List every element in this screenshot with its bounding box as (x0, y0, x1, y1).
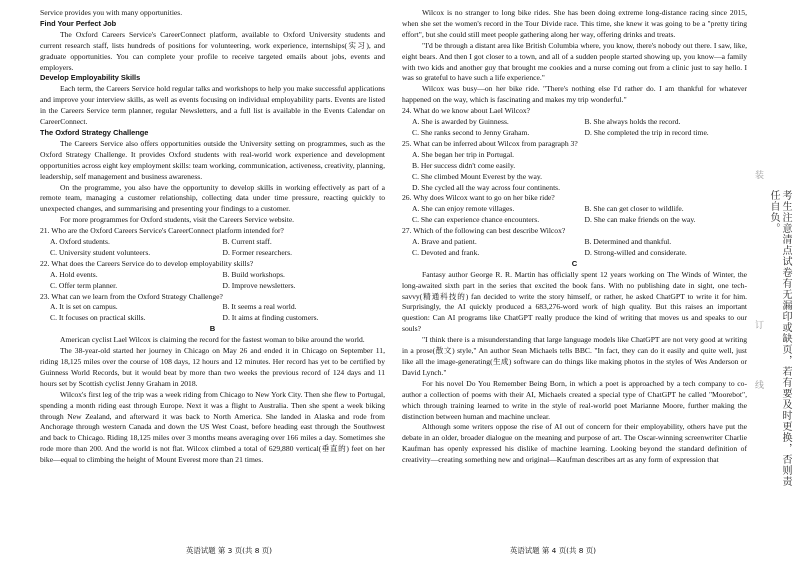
option: B. Current staff. (222, 237, 272, 247)
page-footer-left: 英语试题 第 3 页(共 8 页) (186, 546, 273, 555)
option: C. She climbed Mount Everest by the way. (412, 171, 543, 181)
question-26: 26. Why does Wilcox want to go on her bike ride? (402, 193, 555, 203)
option: D. She can make friends on the way. (584, 215, 696, 225)
paragraph: For his novel Do You Remember Being Born, in which a poet is approached by a tech company to co-author a collection of poems with their AI, Michaels created a special type of ChatGPT he called "Moorebot", which through training learned to write in the style of real-world poet Marianne Moore, further making the distinction between human and machine unclear. (402, 378, 747, 421)
options-row (40, 237, 385, 248)
left-column (40, 8, 385, 466)
option: A. Hold events. (50, 269, 98, 279)
paragraph: "I think there is a misunderstanding that large language models like ChatGPT are not very good at writing in a prose(散文) style," An author Sean Michaels tells BBC. "In fact, they can do it easily and quite well, just like all the image-generating(生成) software can do things like making photos in the styles of Wes Anderson or David Lynch." (402, 335, 747, 377)
paragraph: Wilcox is no stranger to long bike rides. She has been doing extreme long-distance racing since 2015, when she set the women's record in the Tour Divide race. This time, she knew it was going to be a "pretty tiring effort", but she could still meet people gathering along her way, offering drinks and treats. (402, 8, 747, 39)
paragraph: The 38-year-old started her journey in Chicago on May 26 and ended it in Chicago on September 11, riding 18,125 miles over the course of 108 days, 12 hours and 12 minutes. Her record has yet to be certified by Guinness World Records, but it would beat by more than two weeks the previous record of 124 days and 11 hours set by Scottish cyclist Jenny Graham in 2018. (40, 346, 385, 388)
option: C. Offer term planner. (50, 280, 118, 290)
paragraph: For more programmes for Oxford students, visit the Careers Service website. (60, 215, 295, 225)
options-row (40, 281, 385, 292)
option: A. It is set on campus. (50, 302, 118, 312)
paragraph: American cyclist Lael Wilcox is claiming the record for the fastest woman to bike around the world. (60, 335, 365, 345)
section-heading: Find Your Perfect Job (40, 18, 117, 28)
question-24: 24. What do we know about Lael Wilcox? (402, 106, 531, 116)
question-25: 25. What can be inferred about Wilcox from paragraph 3? (402, 138, 578, 148)
binding-mark: 装 (753, 170, 763, 180)
options-row (40, 313, 385, 324)
right-column (402, 8, 747, 466)
options-row (40, 248, 385, 259)
option: D. Strong-willed and considerate. (584, 247, 687, 257)
options-row (402, 128, 747, 139)
paragraph: Although some writers oppose the rise of AI out of concern for their employability, others have put the debate in an older, broader dialogue on the meaning and purpose of art. The Oscar-winning screenwriter Charlie Kaufman has openly expressed his dislike of machine learning. Looking beyond the standard definition of creativity—creating something new and original—Kaufman describes art as any form of expression that (402, 422, 747, 465)
paragraph: The Careers Service also offers opportunities outside the University setting on programmes, such as the Oxford Strategy Challenge. It provides Oxford students with real-world work experience and development opportunities across eight key employment skills: team working, communication, activeness, creativity, planning, leadership, self management and business awareness. (40, 138, 385, 181)
option: B. It seems a real world. (222, 302, 297, 312)
option: D. Improve newsletters. (222, 280, 296, 290)
option: C. University student volunteers. (50, 247, 151, 257)
binding-mark: 订 (753, 320, 763, 330)
option: A. She is awarded by Guinness. (412, 117, 509, 127)
option: D. She completed the trip in record time. (584, 127, 709, 137)
paragraph: Fantasy author George R. R. Martin has officially spent 12 years working on The Winds of Winter, the long-awaited sixth part in the series that excited the book fans. With no publishing date in sight, one tech-savvy(精通科技的) fan decided to write the story himself, or rather, he asked ChatGPT to write it for him. Surprisingly, the AI quickly produced a 683,276-word work of high quality. But this raises an important question: Can AI programs like ChatGPT really produce the kind of writing that moves us and speaks to our souls? (402, 269, 747, 334)
option: A. She can enjoy remote villages. (412, 204, 515, 214)
paragraph: "I'd be through a distant area like British Columbia where, you know, there's nobody out there. I saw, like, eight bears. And then I got closer to a town, and all of a sudden people started showing up, you know—a family with two kids and another guy that brought me cookies and a nurse coming out from a clinic just to say hello. I was so grateful to have such a life experience." (402, 40, 747, 83)
option: D. It aims at finding customers. (222, 313, 319, 323)
section-label-c: C (571, 258, 578, 268)
paragraph: On the programme, you also have the opportunity to develop skills in working effectively as part of a remote team, managing a customer relationship, collecting data under time pressure, reacting quickly to unexpected changes, and summarising and presenting your findings to a customer. (40, 182, 385, 214)
option: C. She can experience chance encounters. (412, 215, 540, 225)
option: B. Determined and thankful. (584, 237, 672, 247)
option: A. Oxford students. (50, 237, 110, 247)
options-row (402, 204, 747, 215)
paragraph: Each term, the Careers Service hold regular talks and workshops to help you make successful applications and improve your interview skills, as well as events focusing on individual employability parts. Events are listed in the Careers Service term planner, regular Newsletters, and a full list is available in the Events Calendar on CareerConnect. (40, 84, 385, 127)
question-27: 27. Which of the following can best describe Wilcox? (402, 226, 566, 236)
option: C. She ranks second to Jenny Graham. (412, 127, 530, 137)
option: B. Her success didn't come easily. (412, 160, 516, 170)
option: A. Brave and patient. (412, 237, 477, 247)
question-22: 22. What does the Careers Service do to develop employability skills? (40, 258, 254, 268)
option: D. She cycled all the way across four continents. (412, 182, 561, 192)
page-footer-right: 英语试题 第 4 页(共 8 页) (510, 546, 597, 555)
options-row (402, 248, 747, 259)
section-heading: The Oxford Strategy Challenge (40, 127, 149, 137)
binding-mark: 线 (753, 380, 763, 390)
options-row (40, 302, 385, 313)
option: B. She always holds the record. (584, 117, 681, 127)
binding-margin (753, 0, 791, 566)
options-row (402, 215, 747, 226)
paragraph: Wilcox's first leg of the trip was a week riding from Chicago to New York City. Then she flew to Portugal, spending a month riding east through Europe. Next it was a flight to Australia. Then she spent a week biking through New Zealand, and afterward it was back to North America. She landed in Alaska and rode from Anchorage through western Canada and down the US West Coast, before heading east through the Southwest and back to Chicago. Riding 18,125 miles over 3 months means averaging over 166 miles a day. Sometimes she rode more than 200. And the world is not flat. Wilcox climbed a total of 629,880 vertical(垂直的) feet on her bike—equal to climbing the height of Mount Everest more than 21 times. (40, 389, 385, 465)
paragraph: The Oxford Careers Service's CareerConnect platform, available to Oxford University students and current research staff, lists hundreds of positions for volunteering, work experience, internships(实习), and graduate opportunities. You can complete your profile to receive targeted emails about jobs, events and employers. (40, 29, 385, 72)
option: B. Build workshops. (222, 269, 285, 279)
paragraph: Service provides you with many opportunities. (40, 8, 183, 17)
paragraph: Wilcox was busy—on her bike ride. "There's nothing else I'd rather do. I am thankful for whatever happened on the way, which is fascinating and makes my trip wonderful." (402, 84, 747, 105)
option: C. It focuses on practical skills. (50, 313, 146, 323)
option: A. She began her trip in Portugal. (412, 149, 515, 159)
question-23: 23. What can we learn from the Oxford Strategy Challenge? (40, 291, 223, 301)
options-row (402, 237, 747, 248)
options-row (40, 270, 385, 281)
options-row (402, 117, 747, 128)
section-label-b: B (209, 324, 216, 334)
binding-notice: 考生注意清点试卷有无漏印或缺页，若有要及时更换，否则责任自负。 (768, 190, 791, 487)
option: D. Former researchers. (222, 247, 293, 257)
section-heading: Develop Employability Skills (40, 73, 141, 83)
option: B. She can get closer to wildlife. (584, 204, 684, 214)
option: C. Devoted and frank. (412, 247, 480, 257)
question-21: 21. Who are the Oxford Careers Service's CareerConnect platform intended for? (40, 226, 284, 236)
